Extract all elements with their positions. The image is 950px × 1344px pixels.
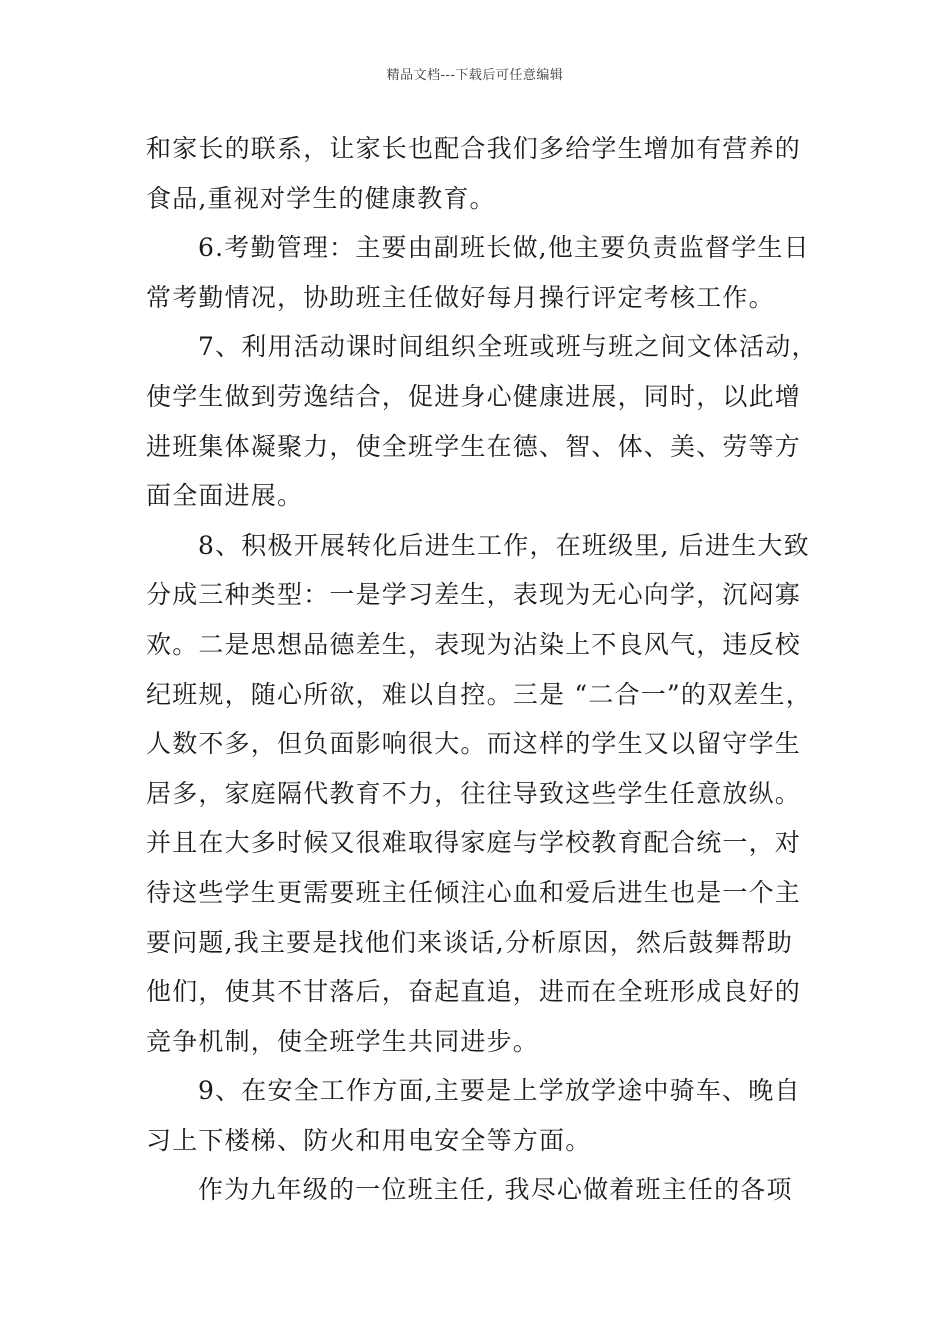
- text-line: 食品,重视对学生的健康教育。: [146, 183, 496, 213]
- text-line: 使学生做到劳逸结合，促进身心健康进展，同时，以此增: [146, 381, 802, 411]
- text-line: 9、在安全工作方面,主要是上学放学途中骑车、晚自: [198, 1076, 801, 1106]
- text-line: 进班集体凝聚力，使全班学生在德、智、体、美、劳等方: [146, 431, 802, 461]
- text-line: 待这些学生更需要班主任倾注心血和爱后进生也是一个主: [146, 877, 802, 907]
- text-line: 8、积极开展转化后进生工作，在班级里, 后进生大致: [198, 530, 810, 560]
- text-line: 面全面进展。: [146, 481, 304, 511]
- text-line: 人数不多，但负面影响很大。而这样的学生又以留守学生: [146, 729, 802, 759]
- text-line: 欢。二是思想品德差生，表现为沾染上不良风气，违反校: [146, 629, 802, 659]
- page-header: 精品文档---下载后可任意编辑: [386, 68, 564, 83]
- text-line: 纪班规，随心所欲，难以自控。三是 “二合一”的双差生，: [146, 679, 812, 709]
- text-line: 并且在大多时候又很难取得家庭与学校教育配合统一，对: [146, 828, 802, 858]
- text-line: 要问题,我主要是找他们来谈话,分析原因，然后鼓舞帮助: [146, 927, 794, 957]
- text-line: 6.考勤管理：主要由副班长做,他主要负责监督学生日: [198, 233, 810, 263]
- text-line: 7、利用活动课时间组织全班或班与班之间文体活动，: [198, 332, 818, 362]
- text-line: 他们，使其不甘落后，奋起直追，进而在全班形成良好的: [146, 977, 802, 1007]
- text-line: 竞争机制，使全班学生共同进步。: [146, 1026, 540, 1056]
- document-body: [146, 124, 846, 1215]
- text-line: 常考勤情况，协助班主任做好每月操行评定考核工作。: [146, 282, 775, 312]
- text-line: 居多，家庭隔代教育不力，往往导致这些学生任意放纵。: [146, 778, 802, 808]
- text-line: 作为九年级的一位班主任, 我尽心做着班主任的各项: [198, 1175, 793, 1205]
- text-line: 分成三种类型：一是学习差生，表现为无心向学，沉闷寡: [146, 580, 802, 610]
- text-line: 和家长的联系，让家长也配合我们多给学生增加有营养的: [146, 134, 802, 163]
- text-line: 习上下楼梯、防火和用电安全等方面。: [146, 1125, 592, 1155]
